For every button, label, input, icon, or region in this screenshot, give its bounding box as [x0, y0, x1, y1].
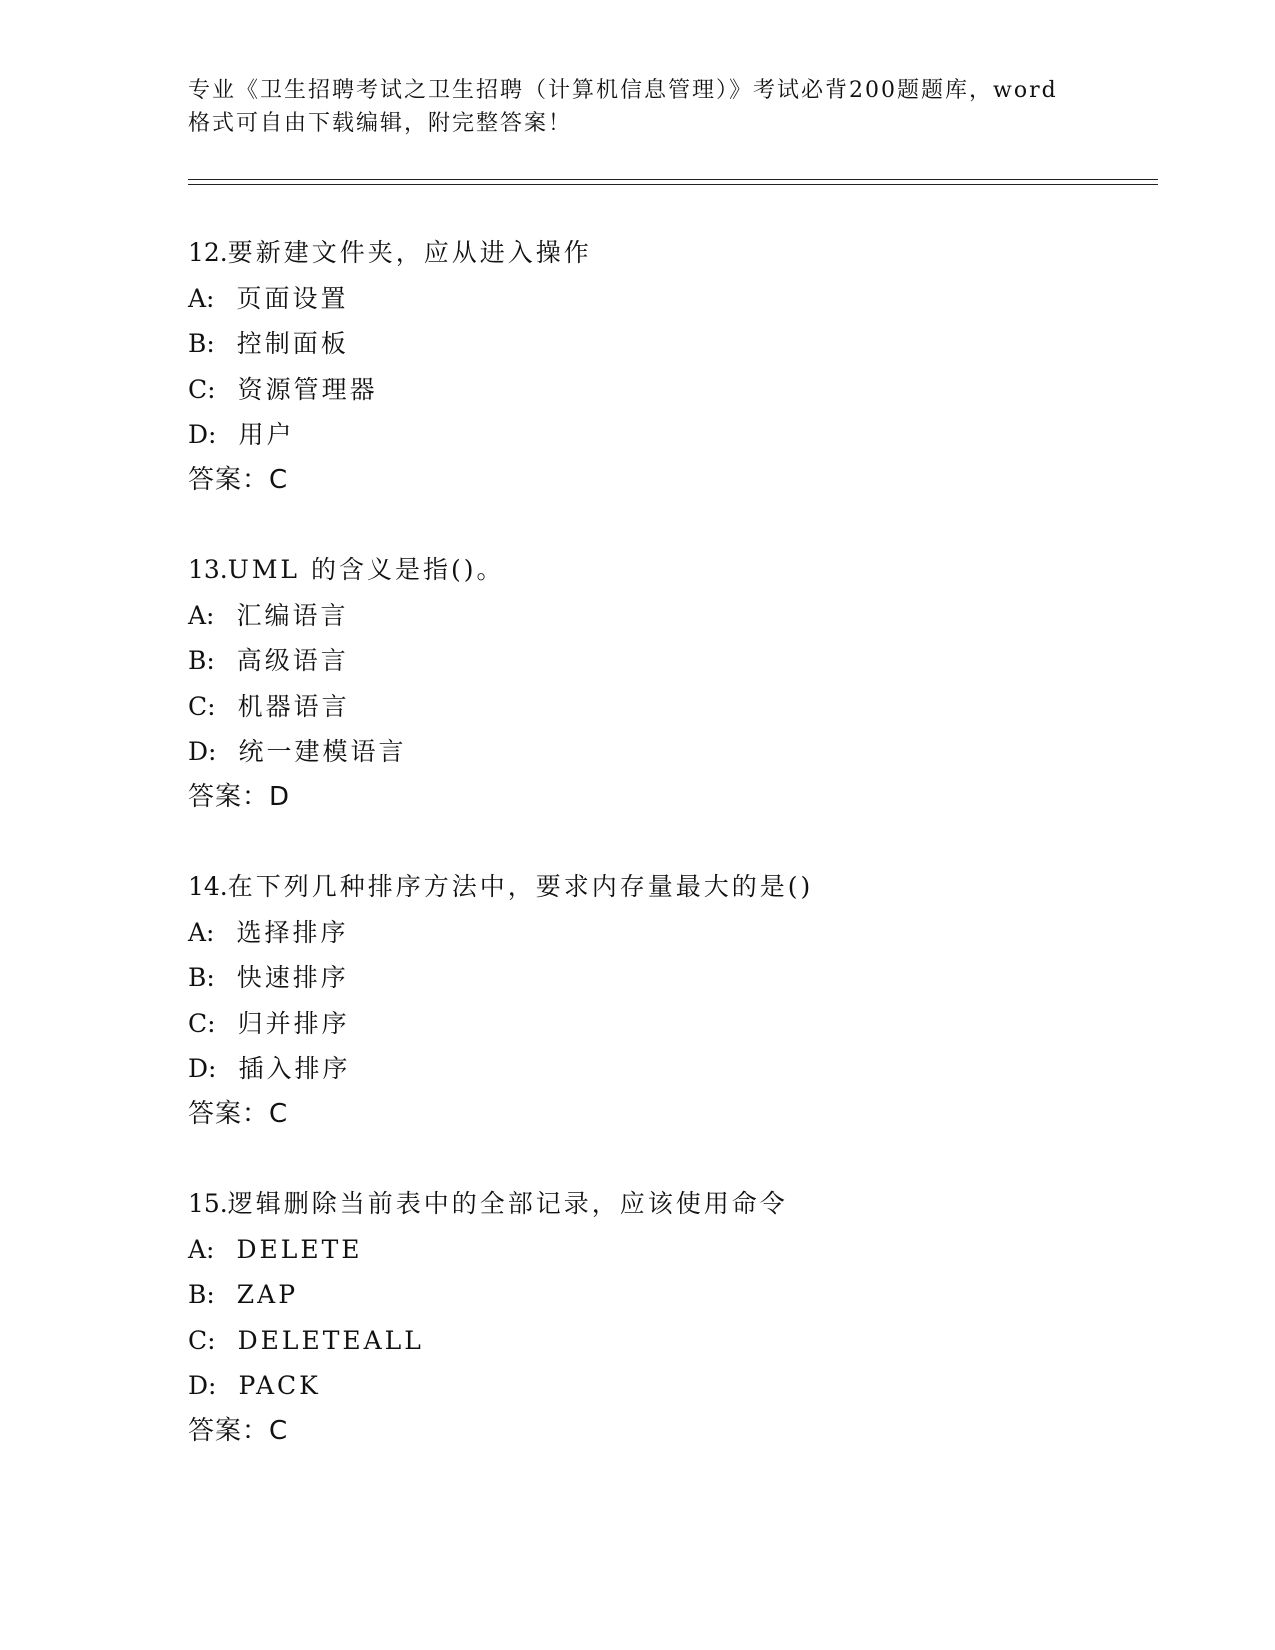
option-a [188, 910, 1148, 956]
option-b [188, 321, 1148, 367]
option-text: 资源管理器 [237, 374, 378, 404]
answer-value: D [269, 781, 291, 812]
option-key: A: [188, 917, 215, 947]
option-text: 汇编语言 [236, 600, 349, 630]
option-text: DELETEALL [237, 1325, 424, 1355]
question-stem [188, 547, 1148, 593]
answer-value: C [269, 464, 289, 495]
question-number: 15. [188, 1189, 228, 1218]
option-key: C: [188, 691, 216, 721]
option-a [188, 593, 1148, 639]
question-number: 14. [188, 872, 228, 901]
answer-label: 答案： [188, 781, 270, 812]
question-number: 12. [188, 238, 228, 267]
option-key: B: [188, 1280, 215, 1309]
option-text: DELETE [236, 1234, 363, 1264]
answer-label: 答案： [188, 1098, 270, 1129]
question-text: UML 的含义是指()。 [227, 555, 505, 584]
option-text: 插入排序 [238, 1054, 351, 1083]
option-text: 用户 [238, 420, 295, 449]
question-14 [188, 864, 1148, 1137]
answer-line [188, 458, 1148, 504]
answer-label: 答案： [188, 1415, 270, 1446]
question-stem [188, 230, 1148, 276]
option-d [188, 729, 1148, 775]
answer-label: 答案： [188, 464, 270, 495]
answer-value: C [269, 1098, 289, 1129]
option-b [188, 955, 1148, 1001]
option-c [188, 1318, 1148, 1364]
option-b [188, 1272, 1148, 1318]
document-header [188, 74, 1108, 140]
option-key: A: [188, 283, 215, 313]
option-key: A: [188, 1234, 215, 1264]
option-key: C: [188, 374, 216, 404]
option-key: D: [188, 1371, 217, 1400]
option-text: PACK [238, 1371, 321, 1400]
question-13 [188, 547, 1148, 820]
option-d [188, 412, 1148, 458]
answer-line [188, 1409, 1148, 1455]
header-divider-bottom [188, 184, 1158, 185]
option-key: B: [188, 646, 215, 675]
header-line-2: 格式可自由下载编辑，附完整答案！ [188, 111, 573, 136]
option-c [188, 367, 1148, 413]
option-text: 页面设置 [236, 283, 349, 313]
answer-line [188, 1092, 1148, 1138]
option-text: 统一建模语言 [238, 737, 407, 766]
answer-line [188, 775, 1148, 821]
question-text: 在下列几种排序方法中，要求内存量最大的是() [227, 872, 814, 901]
option-d [188, 1363, 1148, 1409]
option-text: 快速排序 [236, 963, 349, 992]
option-d [188, 1046, 1148, 1092]
option-key: C: [188, 1008, 216, 1038]
option-text: 控制面板 [236, 329, 349, 358]
option-text: ZAP [236, 1280, 299, 1309]
question-number: 13. [188, 555, 228, 584]
question-15 [188, 1181, 1148, 1454]
option-a [188, 276, 1148, 322]
option-key: A: [188, 600, 215, 630]
question-stem [188, 1181, 1148, 1227]
option-key: D: [188, 737, 217, 766]
option-key: B: [188, 329, 215, 358]
header-divider-top [188, 179, 1158, 180]
question-text: 逻辑删除当前表中的全部记录，应该使用命令 [227, 1189, 788, 1218]
option-a [188, 1227, 1148, 1273]
option-key: D: [188, 420, 217, 449]
option-c [188, 684, 1148, 730]
option-key: D: [188, 1054, 217, 1083]
option-key: C: [188, 1325, 216, 1355]
question-list [188, 230, 1148, 1498]
question-12 [188, 230, 1148, 503]
header-line-1: 专业《卫生招聘考试之卫生招聘（计算机信息管理）》考试必背200题题库，word [188, 78, 1058, 103]
answer-value: C [269, 1415, 289, 1446]
option-c [188, 1001, 1148, 1047]
question-stem [188, 864, 1148, 910]
option-text: 归并排序 [237, 1008, 350, 1038]
option-key: B: [188, 963, 215, 992]
option-text: 高级语言 [236, 646, 349, 675]
option-text: 机器语言 [237, 691, 350, 721]
option-text: 选择排序 [236, 917, 349, 947]
option-b [188, 638, 1148, 684]
question-text: 要新建文件夹，应从进入操作 [227, 238, 592, 267]
